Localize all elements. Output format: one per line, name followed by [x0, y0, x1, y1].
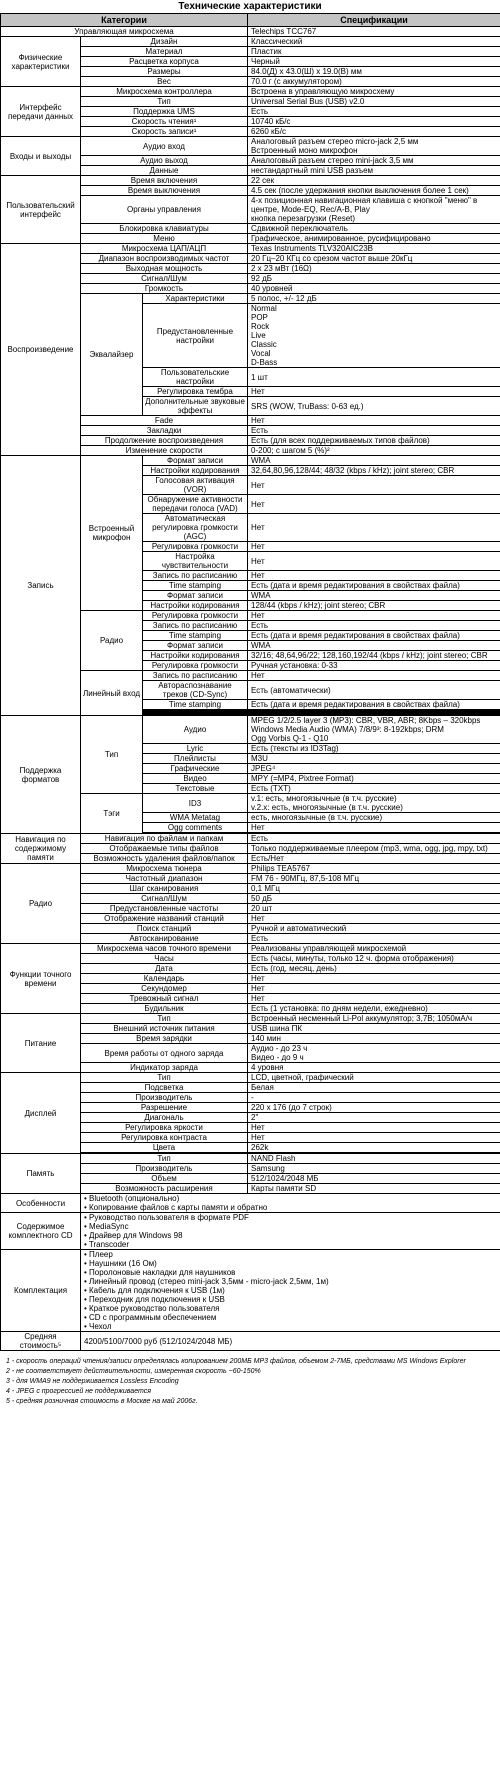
spec-value: Нет	[248, 611, 500, 621]
spec-category: Регулировка яркости	[81, 1123, 248, 1133]
spec-category: Навигация по файлам и папкам	[81, 834, 248, 844]
spec-category: Отображение названий станций	[81, 914, 248, 924]
table-row	[1, 834, 500, 844]
spec-category: Предустановленные частоты	[81, 904, 248, 914]
spec-value: Нет	[248, 514, 500, 542]
spec-category: Содержимое комплектного CD	[1, 1213, 81, 1250]
spec-category: Комплектация	[1, 1250, 81, 1332]
spec-category: Настройки кодирования	[143, 466, 248, 476]
spec-value: 512/1024/2048 МБ	[248, 1174, 500, 1184]
spec-value: v.1: есть, многоязычные (в т.ч. русские) v.2.x: есть, многоязычные (в т.ч. русские)	[248, 794, 500, 813]
spec-category: Время включения	[81, 176, 248, 186]
spec-category: Time stamping	[143, 581, 248, 591]
spec-category: Time stamping	[143, 700, 248, 710]
spec-value: Есть (тексты из ID3Tag)	[248, 744, 500, 754]
spec-value: Нет	[248, 476, 500, 495]
spec-category: Возможность расширения	[81, 1184, 248, 1194]
spec-value: MPEG 1/2/2.5 layer 3 (MP3): CBR, VBR, ABR; 8Kbps – 320kbps Windows Media Audio (WMA) 7/8/9³: 8-192kbps; DRM Ogg Vorbis Q-1 - Q10	[248, 716, 500, 744]
spec-category: Сигнал/Шум	[81, 894, 248, 904]
spec-value: WMA	[248, 456, 500, 466]
spec-category: Тип	[81, 1154, 248, 1164]
spec-category: Громкость	[81, 284, 248, 294]
spec-category: Дополнительные звуковые эффекты	[143, 397, 248, 416]
spec-category: Видео	[143, 774, 248, 784]
spec-category: WMA Metatag	[143, 813, 248, 823]
spec-value: • Руководство пользователя в формате PDF • MediaSync • Драйвер для Windows 98 • Transcoder	[81, 1213, 500, 1250]
spec-category: Встроенный микрофон	[81, 456, 143, 611]
spec-category: Характеристики	[143, 294, 248, 304]
table-row	[1, 1250, 500, 1332]
spec-category: Запись по расписанию	[143, 621, 248, 631]
spec-category: Настройки кодирования	[143, 651, 248, 661]
footnote: 2 - не соответствует действительности, измеренная скорость ~60-150%	[6, 1368, 261, 1375]
spec-value: 40 уровней	[248, 284, 500, 294]
spec-value: Реализованы управляющей микросхемой	[248, 944, 500, 954]
spec-value: • Bluetooth (опционально) • Копирование файлов с карты памяти и обратно	[81, 1194, 500, 1213]
spec-value: Нет	[248, 542, 500, 552]
footnote: 1 - скорость операций чтения/записи определялась копированием 200МБ MP3 файлов, объемом 2-7МБ, средствами MS Windows Explorer	[6, 1358, 466, 1365]
spec-category: Настройка чувствительности	[143, 552, 248, 571]
table-row	[1, 1014, 500, 1024]
table-row	[1, 1194, 500, 1213]
spec-value: Есть (1 установка: по дням недели, ежедневно)	[248, 1004, 500, 1014]
spec-value: Только поддерживаемые плеером (mp3, wma, ogg, jpg, mpy, txt)	[248, 844, 500, 854]
spec-value: 0,1 МГц	[248, 884, 500, 894]
header-categories: Категории	[1, 14, 248, 27]
spec-value: Есть (дата и время редактирования в свойствах файла)	[248, 631, 500, 641]
spec-category: Ogg comments	[143, 823, 248, 833]
spec-category: Автоматическая регулировка громкости (AGC)	[143, 514, 248, 542]
spec-category: Шаг сканирования	[81, 884, 248, 894]
spec-category: Тип	[81, 716, 143, 794]
table-row	[1, 244, 500, 254]
spec-category: Формат записи	[143, 456, 248, 466]
spec-category: Пользовательский интерфейс	[1, 176, 81, 244]
spec-value: Встроенный несменный Li-Pol аккумулятор; 3,7В; 1050мА/ч	[248, 1014, 500, 1024]
spec-value: 32/16; 48,64,96/22; 128,160,192/44 (kbps / kHz); joint stereo; CBR	[248, 651, 500, 661]
spec-value: Пластик	[248, 47, 500, 57]
spec-category: Тип	[81, 97, 248, 107]
spec-value: Нет	[248, 1123, 500, 1133]
spec-category: Частотный диапазон	[81, 874, 248, 884]
spec-value: Нет	[248, 994, 500, 1004]
spec-category: Тип	[81, 1014, 248, 1024]
table-header-row	[1, 14, 500, 27]
spec-category: Выходная мощность	[81, 264, 248, 274]
spec-category: Воспроизведение	[1, 244, 81, 456]
spec-value: Нет	[248, 984, 500, 994]
spec-category: Поиск станций	[81, 924, 248, 934]
spec-value: Нет	[248, 823, 500, 833]
spec-category: Скорость чтения¹	[81, 117, 248, 127]
spec-value: Universal Serial Bus (USB) v2.0	[248, 97, 500, 107]
footnote: 4 - JPEG с прогрессией не поддерживается	[6, 1388, 151, 1395]
spec-value: Есть (автоматически)	[248, 681, 500, 700]
spec-value: 32,64,80,96,128/44; 48/32 (kbps / kHz); joint stereo; CBR	[248, 466, 500, 476]
spec-category: Time stamping	[143, 631, 248, 641]
table-row	[1, 944, 500, 954]
spec-category: Запись по расписанию	[143, 571, 248, 581]
spec-category: Формат записи	[143, 591, 248, 601]
spec-category: Навигация по содержимому памяти	[1, 834, 81, 864]
spec-value: 5 полос, +/- 12 дБ	[248, 294, 500, 304]
spec-category: Диапазон воспроизводимых частот	[81, 254, 248, 264]
spec-category: Радио	[81, 611, 143, 671]
footnote: 5 - средняя розничная стоимость в Москве на май 2006г.	[6, 1398, 198, 1405]
spec-category: Микросхема тюнера	[81, 864, 248, 874]
spec-category: Функции точного времени	[1, 944, 81, 1014]
spec-category: Регулировка тембра	[143, 387, 248, 397]
spec-category: Данные	[81, 166, 248, 176]
spec-category: Тревожный сигнал	[81, 994, 248, 1004]
spec-value: NAND Flash	[248, 1154, 500, 1164]
spec-value: Нет	[248, 974, 500, 984]
spec-category: Эквалайзер	[81, 294, 143, 416]
spec-category: Линейный вход	[81, 671, 143, 716]
spec-category: Вес	[81, 77, 248, 87]
spec-category: Физические характеристики	[1, 37, 81, 87]
spec-value: 2 x 23 мВт (16Ω)	[248, 264, 500, 274]
table-row	[1, 1154, 500, 1164]
spec-value: Samsung	[248, 1164, 500, 1174]
spec-table	[0, 13, 500, 1351]
spec-value: 4-х позиционная навигационная клавиша с кнопкой "меню" в центре, Mode-EQ, Rec/A-B, Play кнопка перезагрузки (Reset)	[248, 196, 500, 224]
spec-value: -	[248, 1093, 500, 1103]
spec-value: Есть (часы, минуты, только 12 ч. форма отображения)	[248, 954, 500, 964]
spec-category: Отображаемые типы файлов	[81, 844, 248, 854]
header-specifications: Спецификации	[248, 14, 500, 27]
spec-value: FM 76 - 90МГц, 87,5-108 МГц	[248, 874, 500, 884]
spec-category: Расцветка корпуса	[81, 57, 248, 67]
spec-value: Аналоговый разъем стерео mini-jack 3,5 мм	[248, 156, 500, 166]
spec-value: WMA	[248, 641, 500, 651]
spec-value: Есть (дата и время редактирования в свойствах файла)	[248, 581, 500, 591]
footnotes	[0, 1351, 500, 1407]
spec-value: 4200/5100/7000 руб (512/1024/2048 МБ)	[81, 1332, 500, 1351]
spec-category: Возможность удаления файлов/папок	[81, 854, 248, 864]
spec-category: Продолжение воспроизведения	[81, 436, 248, 446]
spec-value: 92 дБ	[248, 274, 500, 284]
spec-category: Текстовые	[143, 784, 248, 794]
spec-category: Управляющая микросхема	[1, 27, 248, 37]
spec-value: 2"	[248, 1113, 500, 1123]
spec-category: Lyric	[143, 744, 248, 754]
spec-value: Аналоговый разъем стерео micro-jack 2,5 мм Встроенный моно микрофон	[248, 137, 500, 156]
spec-category: Индикатор заряда	[81, 1063, 248, 1073]
spec-category: Закладки	[81, 426, 248, 436]
spec-category: Голосовая активация (VOR)	[143, 476, 248, 495]
spec-value: Ручная установка: 0-33	[248, 661, 500, 671]
spec-category: Тип	[81, 1073, 248, 1083]
spec-category: Изменение скорости	[81, 446, 248, 456]
spec-value: нестандартный mini USB разъем	[248, 166, 500, 176]
spec-value: Графическое, анимированное, русифицировано	[248, 234, 500, 244]
spec-category: Микросхема контроллера	[81, 87, 248, 97]
spec-value: Есть	[248, 621, 500, 631]
spec-category: Подсветка	[81, 1083, 248, 1093]
spec-value: Есть (TXT)	[248, 784, 500, 794]
table-row	[1, 37, 500, 47]
spec-value: Черный	[248, 57, 500, 67]
footnote: 3 - для WMA9 не поддерживается Lossless Encoding	[6, 1378, 179, 1385]
spec-value: Telechips TCC767	[248, 27, 500, 37]
spec-value: Нет	[248, 416, 500, 426]
spec-value: Нет	[248, 571, 500, 581]
spec-value: 1 шт	[248, 368, 500, 387]
table-row	[1, 1332, 500, 1351]
spec-category: Материал	[81, 47, 248, 57]
spec-value: 20 Гц–20 КГц со срезом частот выше 20кГц	[248, 254, 500, 264]
spec-category: Цвета	[81, 1143, 248, 1153]
spec-category: Автораспознавание треков (CD-Sync)	[143, 681, 248, 700]
spec-category: Сигнал/Шум	[81, 274, 248, 284]
spec-value: Нет	[248, 671, 500, 681]
spec-value: Сдвижной переключатель	[248, 224, 500, 234]
spec-value: Карты памяти SD	[248, 1184, 500, 1194]
spec-value: Есть (дата и время редактирования в свойствах файла)	[248, 700, 500, 710]
spec-table-body	[1, 27, 500, 1351]
spec-value: Нет	[248, 387, 500, 397]
spec-category: Регулировка контраста	[81, 1133, 248, 1143]
spec-value: Есть	[248, 834, 500, 844]
spec-category: Часы	[81, 954, 248, 964]
spec-value: WMA	[248, 591, 500, 601]
spec-category: Скорость записи¹	[81, 127, 248, 137]
spec-category: Регулировка громкости	[143, 661, 248, 671]
spec-value: Texas Instruments TLV320AIC23B	[248, 244, 500, 254]
spec-value: Есть (год, месяц, день)	[248, 964, 500, 974]
spec-value: 70.0 г (с аккумулятором)	[248, 77, 500, 87]
spec-category: Время выключения	[81, 186, 248, 196]
spec-category: Объем	[81, 1174, 248, 1184]
spec-value: 220 x 176 (до 7 строк)	[248, 1103, 500, 1113]
spec-category: Календарь	[81, 974, 248, 984]
spec-category: Регулировка громкости	[143, 611, 248, 621]
spec-value: 50 дБ	[248, 894, 500, 904]
spec-category: ID3	[143, 794, 248, 813]
spec-category: Время работы от одного заряда	[81, 1044, 248, 1063]
spec-category: Блокировка клавиатуры	[81, 224, 248, 234]
spec-category: Fade	[81, 416, 248, 426]
spec-category: Настройки кодирования	[143, 601, 248, 611]
spec-value: 84.0(Д) x 43.0(Ш) x 19.0(В) мм	[248, 67, 500, 77]
table-row	[1, 87, 500, 97]
spec-value: • Плеер • Наушники (16 Ом) • Поролоновые накладки для наушников • Линейный провод (стерео mini-jack 3,5мм - micro-jack 2,5мм, 1м) • Кабель для подключения к USB (1м) • Переходник для подключения к USB • Краткое руководство пользователя • CD с программным обеспечением • Чехол	[81, 1250, 500, 1332]
spec-value: Нет	[248, 914, 500, 924]
spec-category: Пользовательские настройки	[143, 368, 248, 387]
spec-value: Есть (для всех поддерживаемых типов файлов)	[248, 436, 500, 446]
spec-category: Плейлисты	[143, 754, 248, 764]
spec-category: Радио	[1, 864, 81, 944]
spec-value: Белая	[248, 1083, 500, 1093]
spec-category: Производитель	[81, 1093, 248, 1103]
spec-value: 10740 кБ/с	[248, 117, 500, 127]
spec-value: M3U	[248, 754, 500, 764]
spec-category: Микросхема ЦАП/АЦП	[81, 244, 248, 254]
table-row	[1, 456, 500, 466]
spec-category: Запись	[1, 456, 81, 716]
spec-category: Поддержка UMS	[81, 107, 248, 117]
spec-category: Время зарядки	[81, 1034, 248, 1044]
spec-value: Ручной и автоматический	[248, 924, 500, 934]
spec-value: Нет	[248, 495, 500, 514]
spec-value: SRS (WOW, TruBass: 0-63 ед.)	[248, 397, 500, 416]
spec-value: 140 мин	[248, 1034, 500, 1044]
spec-value: Нет	[248, 552, 500, 571]
spec-category: Тэги	[81, 794, 143, 834]
spec-category: Запись по расписанию	[143, 671, 248, 681]
spec-category: Размеры	[81, 67, 248, 77]
spec-category: Регулировка громкости	[143, 542, 248, 552]
spec-category: Входы и выходы	[1, 137, 81, 176]
table-row	[1, 864, 500, 874]
spec-category: Поддержка форматов	[1, 716, 81, 834]
spec-category: Органы управления	[81, 196, 248, 224]
spec-category: Будильник	[81, 1004, 248, 1014]
spec-category: Микросхема часов точного времени	[81, 944, 248, 954]
spec-category: Меню	[81, 234, 248, 244]
spec-value: 20 шт	[248, 904, 500, 914]
spec-value: Есть	[248, 426, 500, 436]
spec-category: Диагональ	[81, 1113, 248, 1123]
spec-value: 4.5 сек (после удержания кнопки выключения более 1 сек)	[248, 186, 500, 196]
spec-value: 262k	[248, 1143, 500, 1153]
spec-value: 6260 кБ/с	[248, 127, 500, 137]
spec-category: Автосканирование	[81, 934, 248, 944]
table-row	[1, 27, 500, 37]
spec-category: Память	[1, 1154, 81, 1194]
spec-value: есть, многоязычные (в т.ч. русские)	[248, 813, 500, 823]
spec-category: Средняя стоимость⁵	[1, 1332, 81, 1351]
spec-category: Интерфейс передачи данных	[1, 87, 81, 137]
spec-category: Аудио выход	[81, 156, 248, 166]
spec-category: Обнаружение активности передачи голоса (VAD)	[143, 495, 248, 514]
table-row	[1, 716, 500, 744]
spec-value: Встроена в управляющую микросхему	[248, 87, 500, 97]
spec-category: Особенности	[1, 1194, 81, 1213]
spec-category: Производитель	[81, 1164, 248, 1174]
spec-value: JPEG⁴	[248, 764, 500, 774]
spec-value: 0-200; с шагом 5 (%)²	[248, 446, 500, 456]
spec-category: Питание	[1, 1014, 81, 1073]
spec-value: 22 сек	[248, 176, 500, 186]
spec-category: Секундомер	[81, 984, 248, 994]
spec-category: Графические	[143, 764, 248, 774]
spec-value: USB шина ПК	[248, 1024, 500, 1034]
table-row	[1, 1213, 500, 1250]
spec-value: LCD, цветной, графический	[248, 1073, 500, 1083]
spec-category: Формат записи	[143, 641, 248, 651]
spec-category: Аудио	[143, 716, 248, 744]
spec-value: Есть/Нет	[248, 854, 500, 864]
table-row	[1, 1073, 500, 1083]
spec-value: Normal POP Rock Live Classic Vocal D-Bass	[248, 304, 500, 368]
table-row	[1, 137, 500, 156]
spec-value: MPY (=MP4, Pixtree Format)	[248, 774, 500, 784]
spec-category: Дизайн	[81, 37, 248, 47]
spec-value: 128/44 (kbps / kHz); joint stereo; CBR	[248, 601, 500, 611]
spec-value: Классический	[248, 37, 500, 47]
spec-category: Дисплей	[1, 1073, 81, 1154]
spec-category: Внешний источник питания	[81, 1024, 248, 1034]
spec-category: Аудио вход	[81, 137, 248, 156]
spec-category: Разрешение	[81, 1103, 248, 1113]
spec-category: Дата	[81, 964, 248, 974]
table-row	[1, 176, 500, 186]
page-title: Технические характеристики	[178, 1, 322, 12]
spec-value: Аудио - до 23 ч Видео - до 9 ч	[248, 1044, 500, 1063]
spec-value: Philips TEA5767	[248, 864, 500, 874]
spec-value: Есть	[248, 107, 500, 117]
spec-value: 4 уровня	[248, 1063, 500, 1073]
spec-category: Предустановленные настройки	[143, 304, 248, 368]
spec-value: Нет	[248, 1133, 500, 1143]
spec-value: Есть	[248, 934, 500, 944]
